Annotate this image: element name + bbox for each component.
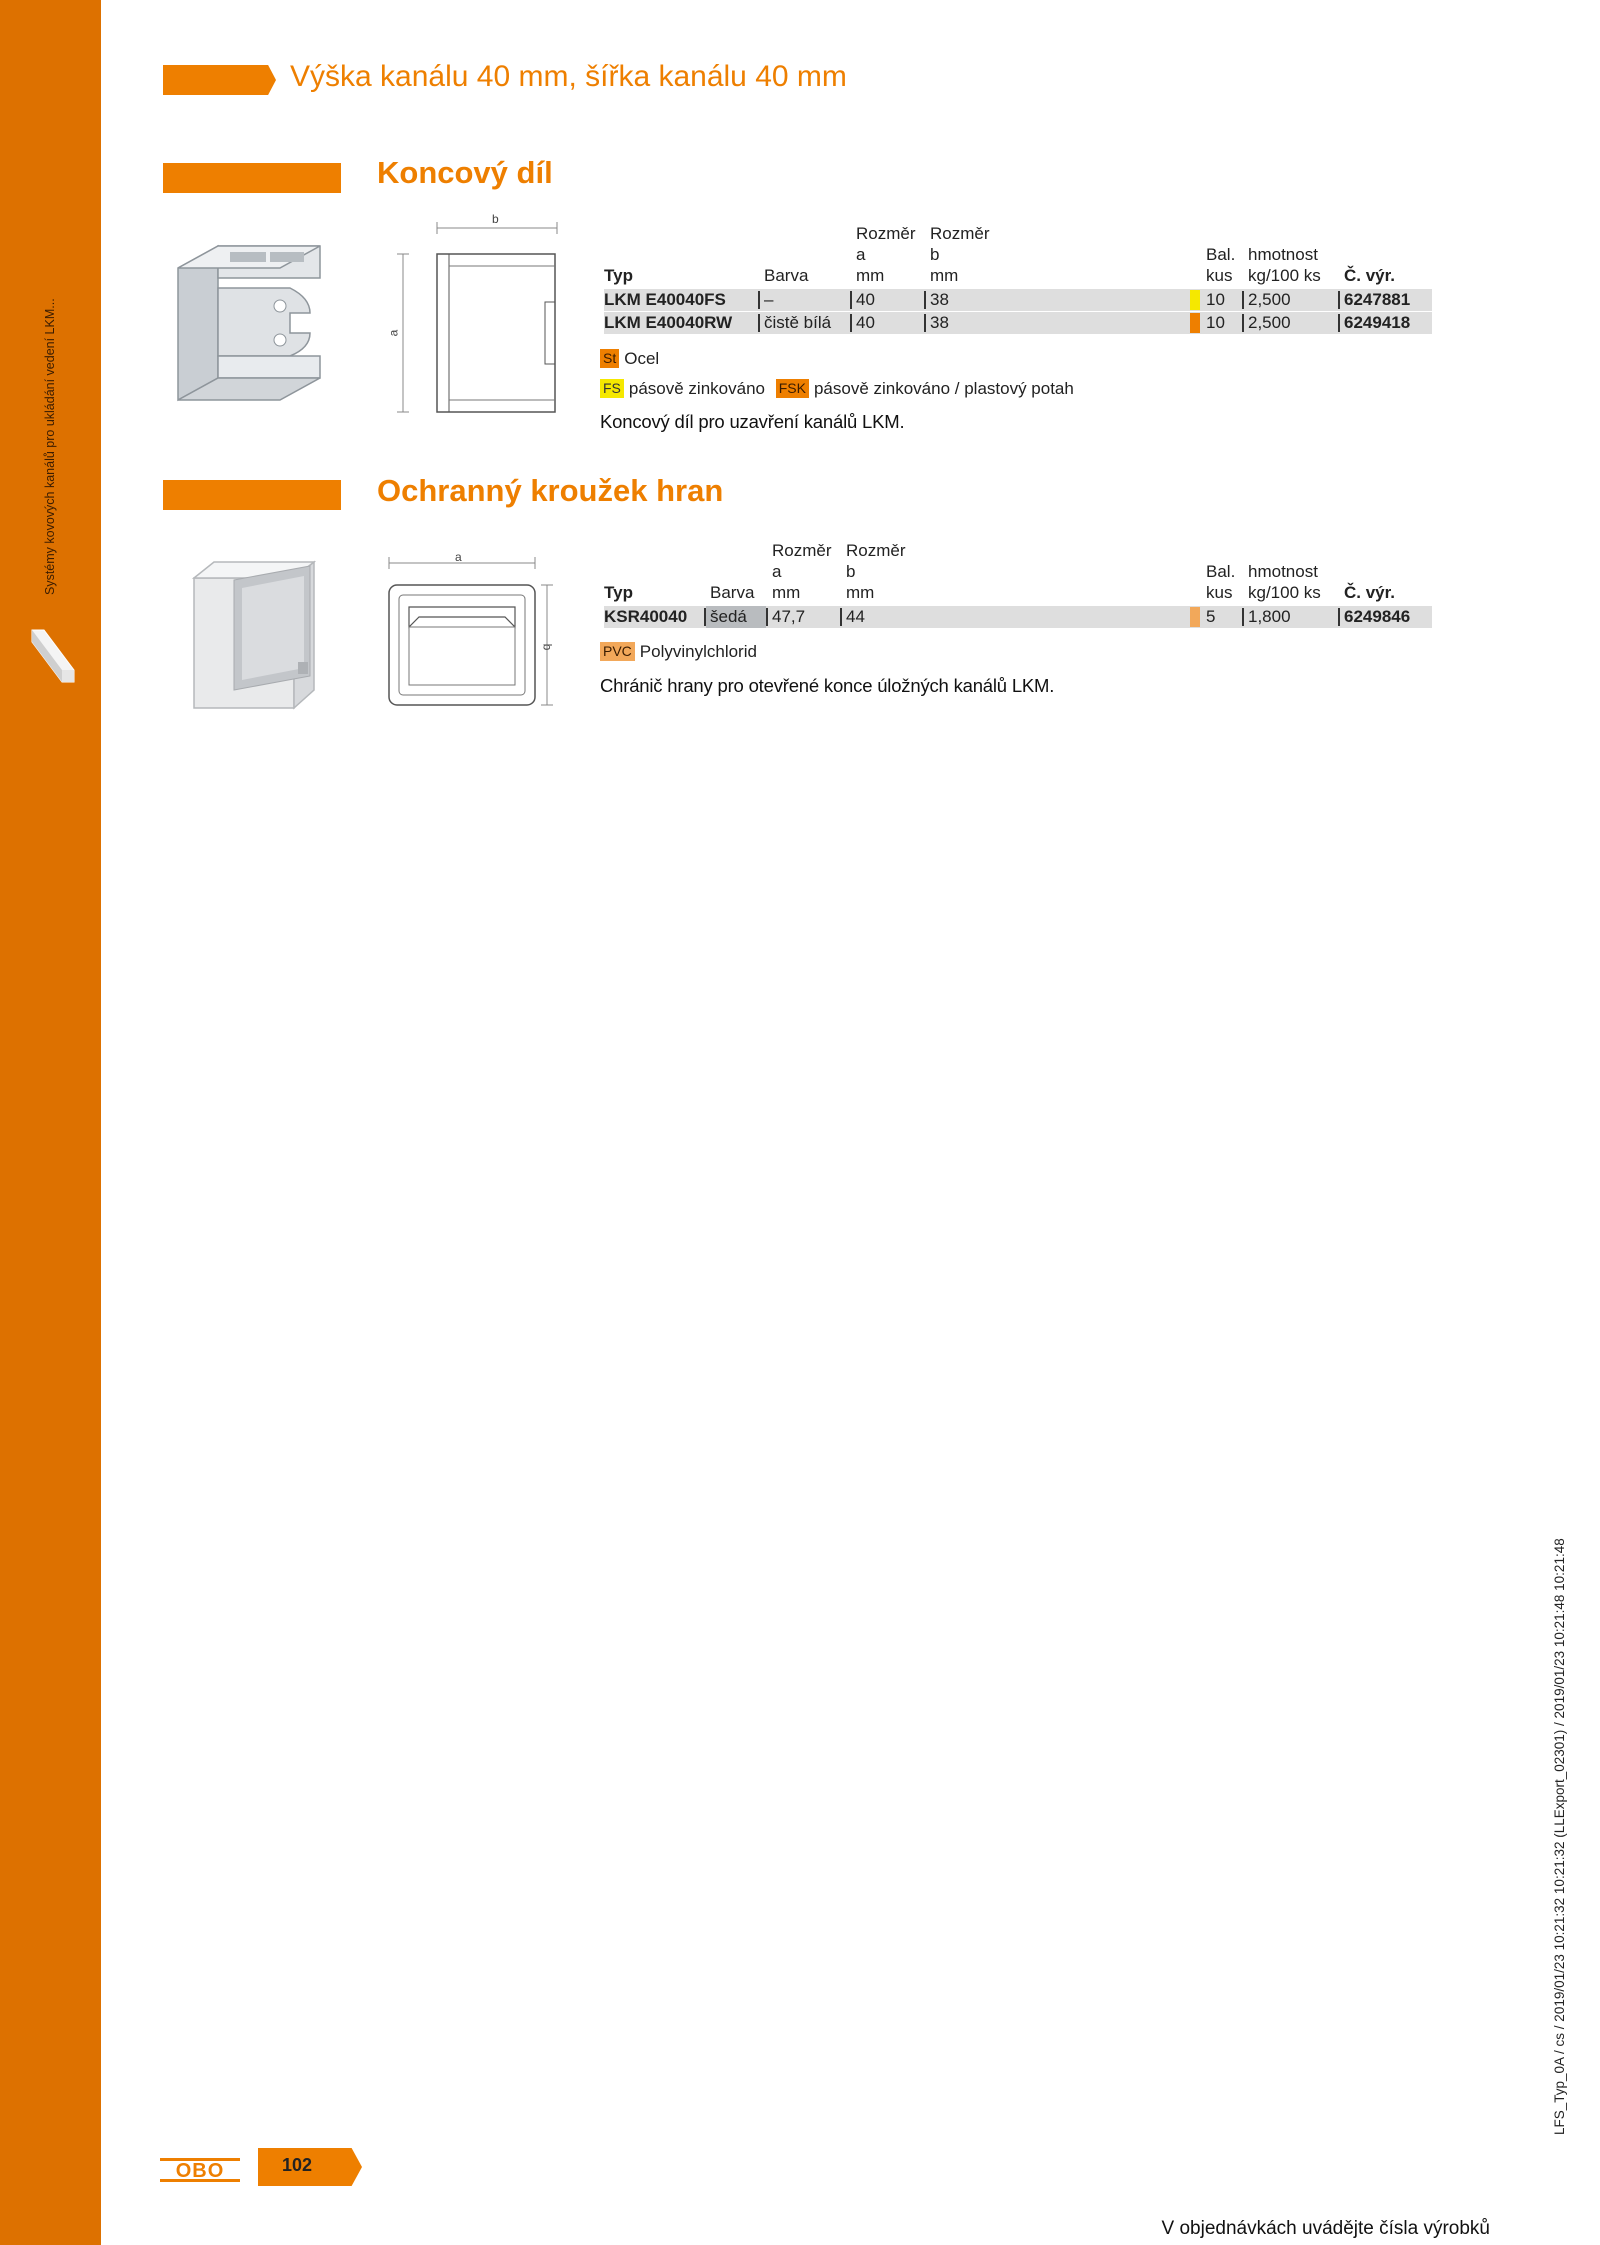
header-rozmer-a-2: a	[856, 245, 866, 264]
cell-a: 40	[856, 290, 875, 309]
header-rozmer-a-3: mm	[772, 583, 801, 602]
section-bar-koncovy-dil	[163, 163, 341, 193]
header-rozmer-b-2: b	[846, 562, 856, 581]
header-barva: Barva	[764, 266, 809, 285]
table-row	[604, 312, 1432, 334]
color-swatch	[1190, 290, 1200, 310]
material-code: PVC	[600, 642, 635, 661]
cell-a: 40	[856, 313, 875, 332]
header-rozmer-b-3: mm	[846, 583, 875, 602]
cell-bal: 5	[1206, 607, 1216, 626]
cell-a: 47,7	[772, 607, 806, 626]
cell-bal: 10	[1206, 313, 1225, 332]
cell-barva: čistě bílá	[764, 313, 832, 332]
header-hmotnost-2: kg/100 ks	[1248, 583, 1321, 602]
cell-bal: 10	[1206, 290, 1225, 309]
header-barva: Barva	[710, 583, 755, 602]
header-hmotnost-1: hmotnost	[1248, 245, 1318, 264]
cell-typ: LKM E40040RW	[604, 313, 733, 332]
material-label: pásově zinkováno	[628, 379, 765, 398]
material-label: Polyvinylchlorid	[639, 642, 757, 661]
cell-typ: LKM E40040FS	[604, 290, 726, 309]
cell-hmotnost: 1,800	[1248, 607, 1291, 626]
material-label: Ocel	[624, 349, 660, 368]
header-bal-2: kus	[1206, 583, 1233, 602]
cell-hmotnost: 2,500	[1248, 290, 1291, 309]
sidebar-vertical-text: Systémy kovových kanálů pro ukládání vedení LKM...	[43, 298, 57, 595]
material-st	[600, 349, 659, 369]
section-bar-ochranny-krouzek	[163, 480, 341, 510]
color-swatch	[1190, 607, 1200, 627]
cell-b: 38	[930, 313, 949, 332]
header-rozmer-b-1: Rozměr	[846, 541, 906, 560]
header-hmotnost-2: kg/100 ks	[1248, 266, 1321, 285]
header-arrow-bar	[163, 65, 276, 95]
section-title-koncovy-dil: Koncový díl	[377, 155, 553, 190]
edge-ring-product-image	[190, 558, 320, 710]
table-row	[604, 606, 1432, 628]
header-rozmer-a-1: Rozměr	[772, 541, 832, 560]
obo-logo	[160, 2158, 240, 2182]
drawing-label-a: a	[386, 329, 401, 337]
header-rozmer-b-1: Rozměr	[930, 224, 990, 243]
footer-note: V objednávkách uvádějte čísla výrobků	[1161, 2218, 1490, 2239]
cell-b: 44	[846, 607, 865, 626]
edge-ring-description: Chránič hrany pro otevřené konce úložných kanálů LKM.	[600, 675, 1055, 696]
header-typ: Typ	[604, 583, 633, 602]
material-code: FS	[600, 379, 624, 398]
cell-barva: šedá	[710, 607, 747, 626]
header-rozmer-b-2: b	[930, 245, 940, 264]
drawing-label-b: b	[492, 212, 499, 226]
page-title: Výška kanálu 40 mm, šířka kanálu 40 mm	[290, 60, 847, 93]
material-fs-fsk	[600, 379, 1074, 399]
logo-text: OBO	[175, 2160, 225, 2182]
drawing-label-b: b	[540, 643, 555, 651]
drawing-label-a: a	[455, 550, 462, 564]
header-bal-1: Bal.	[1206, 562, 1236, 581]
cell-hmotnost: 2,500	[1248, 313, 1291, 332]
end-piece-dimension-drawing	[385, 210, 565, 425]
cell-c-vyr: 6249846	[1344, 607, 1411, 626]
header-rozmer-a-3: mm	[856, 266, 885, 285]
channel-icon	[30, 628, 76, 684]
header-rozmer-a-2: a	[772, 562, 782, 581]
section-title-ochranny-krouzek: Ochranný kroužek hran	[377, 473, 724, 508]
material-code: FSK	[776, 379, 809, 398]
header-c-vyr: Č. výr.	[1344, 266, 1396, 285]
header-c-vyr: Č. výr.	[1344, 583, 1396, 602]
edge-ring-table	[604, 540, 1434, 630]
end-piece-description: Koncový díl pro uzavření kanálů LKM.	[600, 411, 905, 432]
cell-barva: –	[764, 290, 774, 309]
page-number: 102	[282, 2155, 313, 2175]
end-piece-table	[604, 223, 1434, 333]
header-bal-1: Bal.	[1206, 245, 1236, 264]
header-rozmer-a-1: Rozměr	[856, 224, 916, 243]
table-row	[604, 289, 1432, 311]
material-code: St	[600, 349, 619, 368]
cell-c-vyr: 6247881	[1344, 290, 1411, 309]
print-metadata: LFS_Typ_0A / cs / 2019/01/23 10:21:32 10:21:32 (LLExport_02301) / 2019/01/23 10:21:48 10:21:48	[1552, 1538, 1567, 2135]
cell-typ: KSR40040	[604, 607, 688, 626]
color-swatch	[1190, 313, 1200, 333]
edge-ring-dimension-drawing	[375, 545, 560, 720]
header-rozmer-b-3: mm	[930, 266, 959, 285]
cell-c-vyr: 6249418	[1344, 313, 1411, 332]
header-bal-2: kus	[1206, 266, 1233, 285]
header-typ: Typ	[604, 266, 633, 285]
material-pvc	[600, 642, 757, 662]
header-hmotnost-1: hmotnost	[1248, 562, 1318, 581]
cell-b: 38	[930, 290, 949, 309]
end-piece-product-image	[170, 238, 340, 406]
sidebar	[0, 0, 101, 2245]
material-label: pásově zinkováno / plastový potah	[813, 379, 1074, 398]
